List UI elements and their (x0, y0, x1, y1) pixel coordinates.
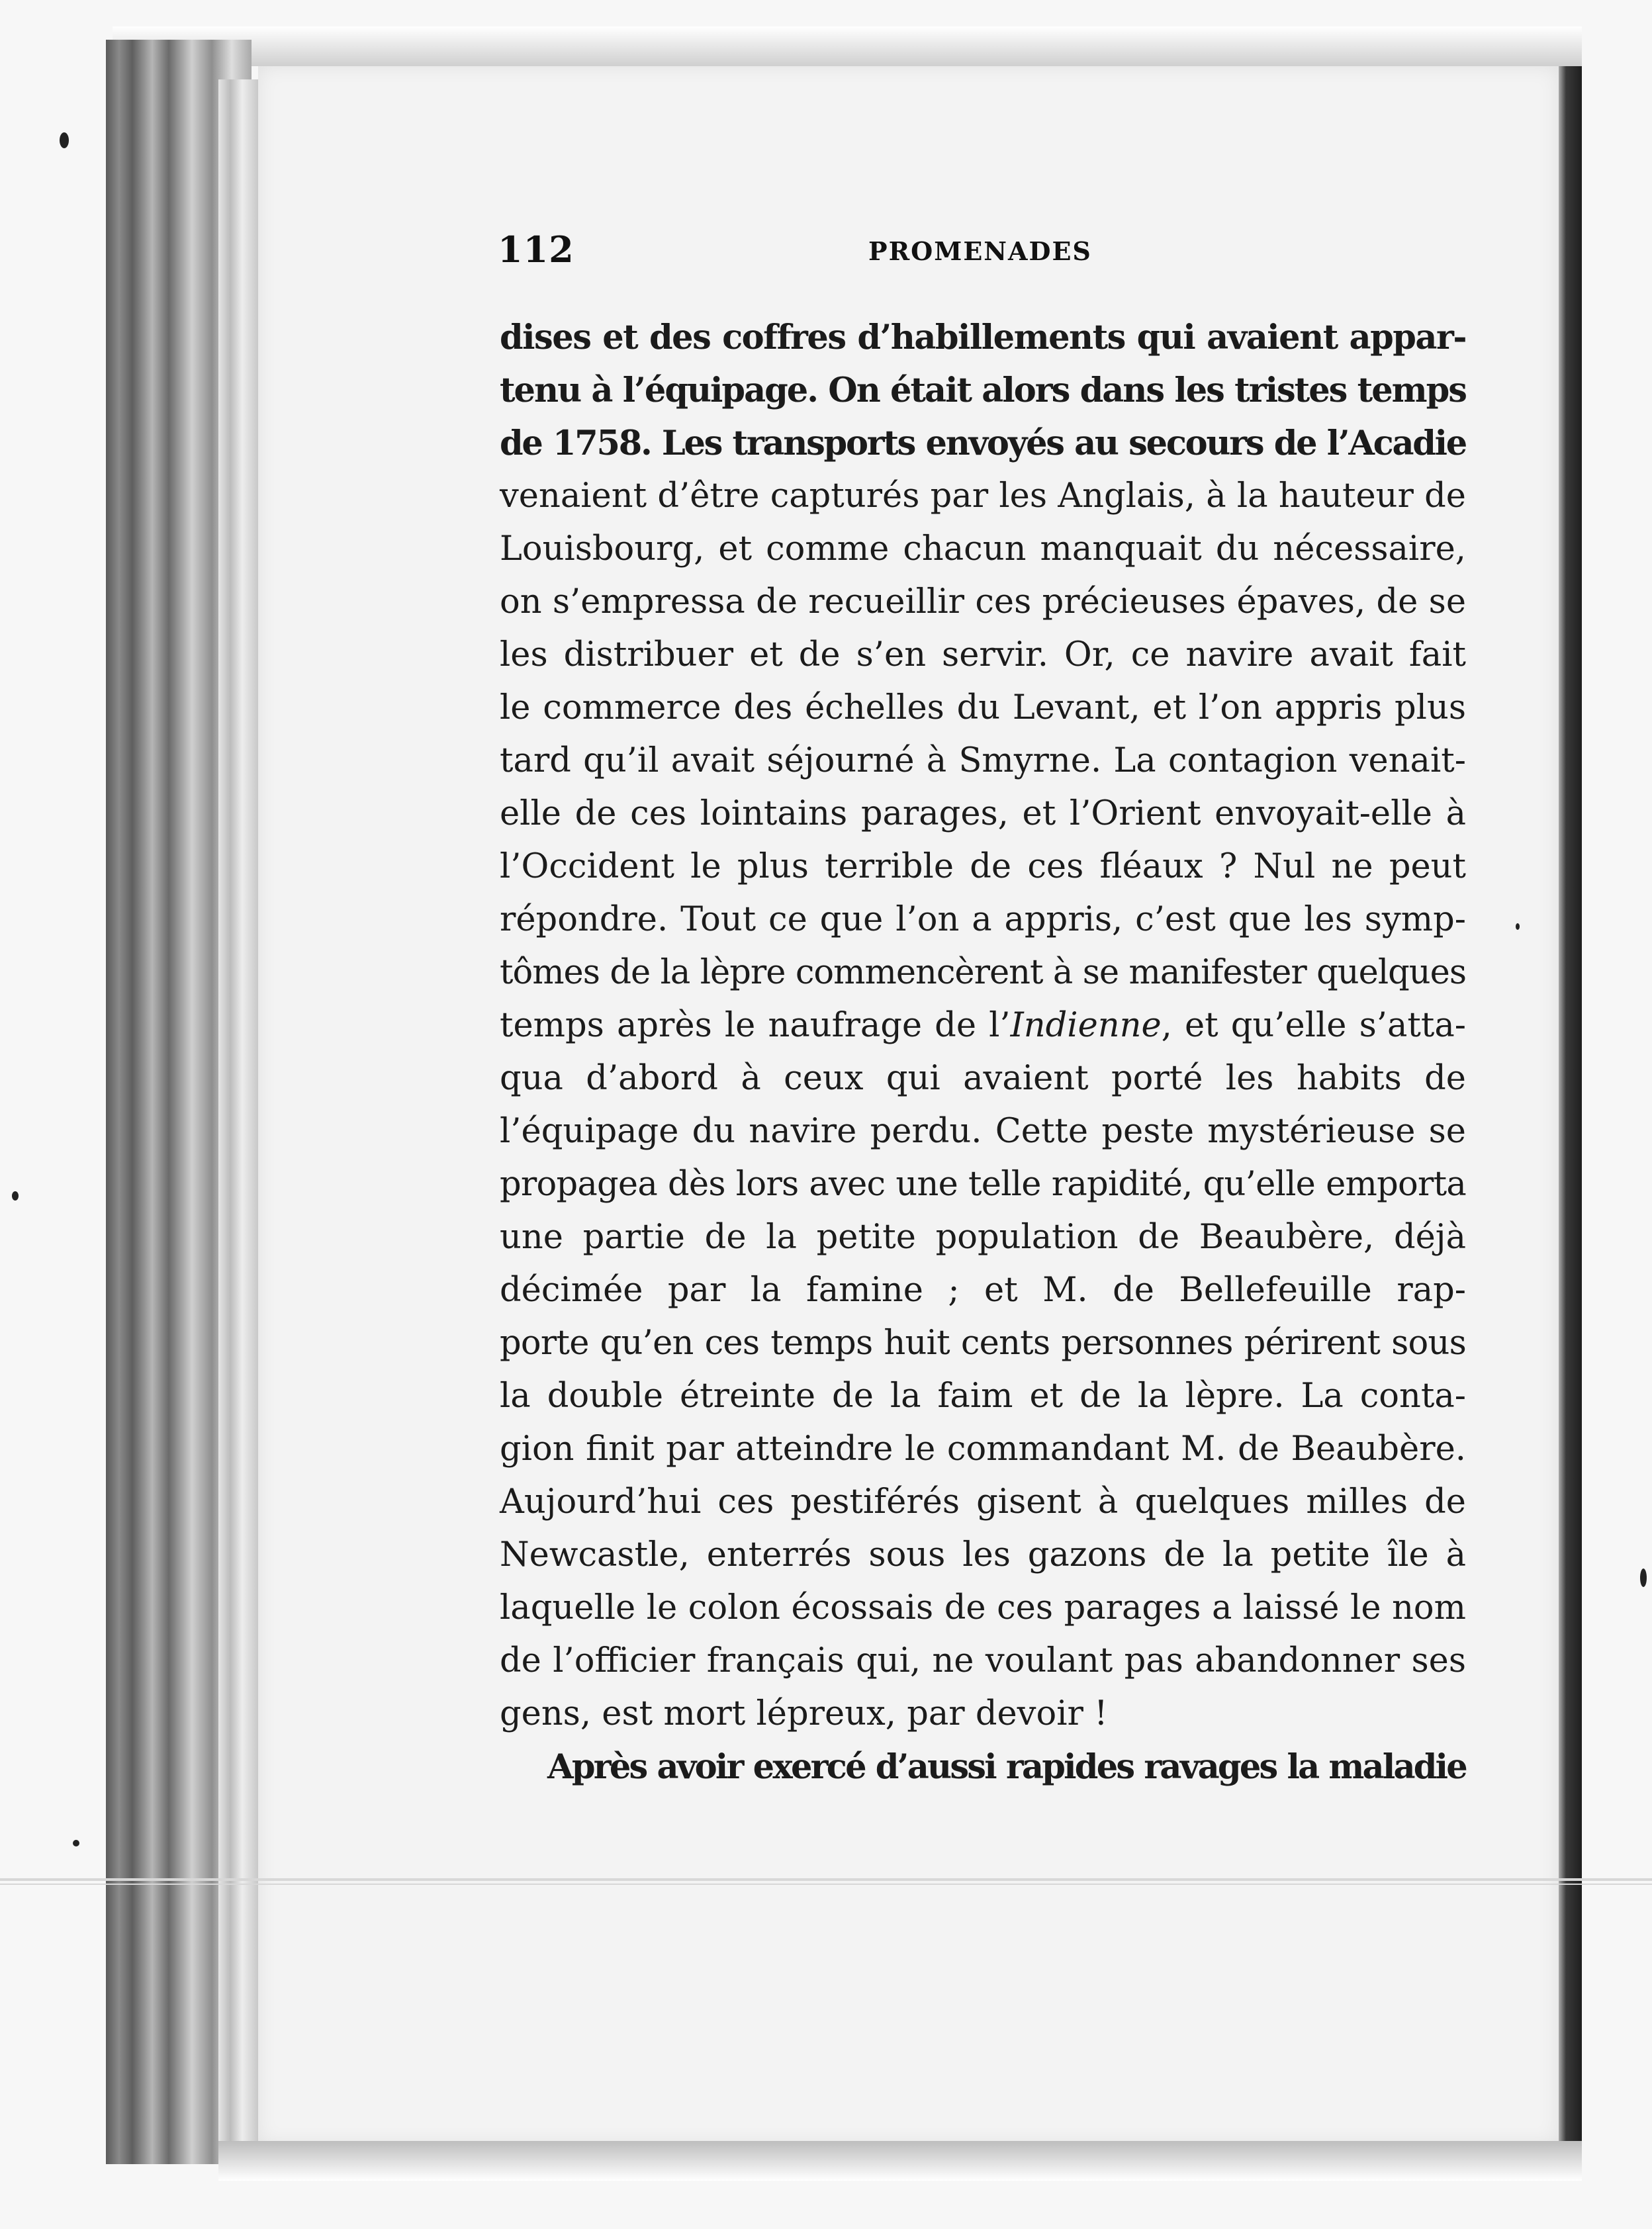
text-line: l’équipage du navire perdu. Cette peste mystérieuse se (500, 1112, 1466, 1151)
text-fragment: temps après le naufrage de l’ (500, 1006, 1011, 1045)
text-line: propagea dès lors avec une telle rapidité, qu’elle emporta (500, 1165, 1466, 1204)
text-line: le commerce des échelles du Levant, et l’on appris plus (500, 688, 1466, 727)
paragraph-start-line: Après avoir exercé d’aussi rapides ravages la maladie (547, 1747, 1466, 1787)
running-title: PROMENADES (868, 236, 1092, 266)
paragraph-end-line: gens, est mort lépreux, par devoir ! (500, 1694, 1108, 1733)
page-leaf-edge (218, 79, 258, 2144)
text-line: de 1758. Les transports envoyés au secours de l’Acadie (500, 424, 1466, 463)
dust-speck (73, 1840, 79, 1846)
dust-speck (1640, 1569, 1647, 1587)
text-line: porte qu’en ces temps huit cents personnes périrent sous (500, 1324, 1466, 1363)
body-text (500, 311, 1466, 1794)
text-line: tenu à l’équipage. On était alors dans les tristes temps (500, 371, 1466, 410)
text-line-with-italic (500, 999, 1466, 1052)
text-line: les distribuer et de s’en servir. Or, ce navire avait fait (500, 635, 1466, 674)
text-line: tômes de la lèpre commencèrent à se manifester quelques (500, 953, 1466, 992)
text-line: l’Occident le plus terrible de ces fléaux ? Nul ne peut (500, 847, 1466, 886)
page-header (498, 228, 1464, 281)
text-line: la double étreinte de la faim et de la lèpre. La conta- (500, 1377, 1466, 1416)
binding-edge (1555, 66, 1582, 2158)
text-line: on s’empressa de recueillir ces précieuses épaves, de se (500, 582, 1466, 621)
top-shadow (113, 26, 1582, 66)
text-line: Louisbourg, et comme chacun manquait du nécessaire, (500, 529, 1466, 569)
text-fragment: , et qu’elle s’atta- (1161, 1006, 1466, 1045)
text-line: dises et des coffres d’habillements qui avaient appar- (500, 318, 1466, 357)
text-line: de l’officier français qui, ne voulant pas abandonner ses (500, 1641, 1466, 1680)
scan-line (0, 1878, 1652, 1881)
dust-speck (12, 1191, 19, 1201)
text-line: décimée par la famine ; et M. de Bellefeuille rap- (500, 1271, 1466, 1310)
text-line: une partie de la petite population de Beaubère, déjà (500, 1218, 1466, 1257)
text-line: Aujourd’hui ces pestiférés gisent à quelques milles de (500, 1482, 1466, 1522)
text-line: gion finit par atteindre le commandant M. de Beaubère. (500, 1430, 1466, 1469)
text-line: laquelle le colon écossais de ces parages a laissé le nom (500, 1588, 1466, 1627)
text-line: répondre. Tout ce que l’on a appris, c’est que les symp- (500, 900, 1466, 939)
dust-speck (60, 132, 69, 148)
ship-name: Indienne (1010, 1006, 1162, 1045)
text-line: venaient d’être capturés par les Anglais, à la hauteur de (500, 477, 1466, 516)
bottom-shadow (218, 2141, 1582, 2181)
page-number: 112 (498, 228, 574, 271)
dust-speck (1516, 923, 1520, 930)
text-line: Newcastle, enterrés sous les gazons de la petite île à (500, 1535, 1466, 1574)
text-line: tard qu’il avait séjourné à Smyrne. La contagion venait- (500, 741, 1466, 780)
text-line: elle de ces lointains parages, et l’Orient envoyait-elle à (500, 794, 1466, 833)
scan-line (0, 1884, 1652, 1885)
text-line: qua d’abord à ceux qui avaient porté les habits de (500, 1059, 1466, 1098)
